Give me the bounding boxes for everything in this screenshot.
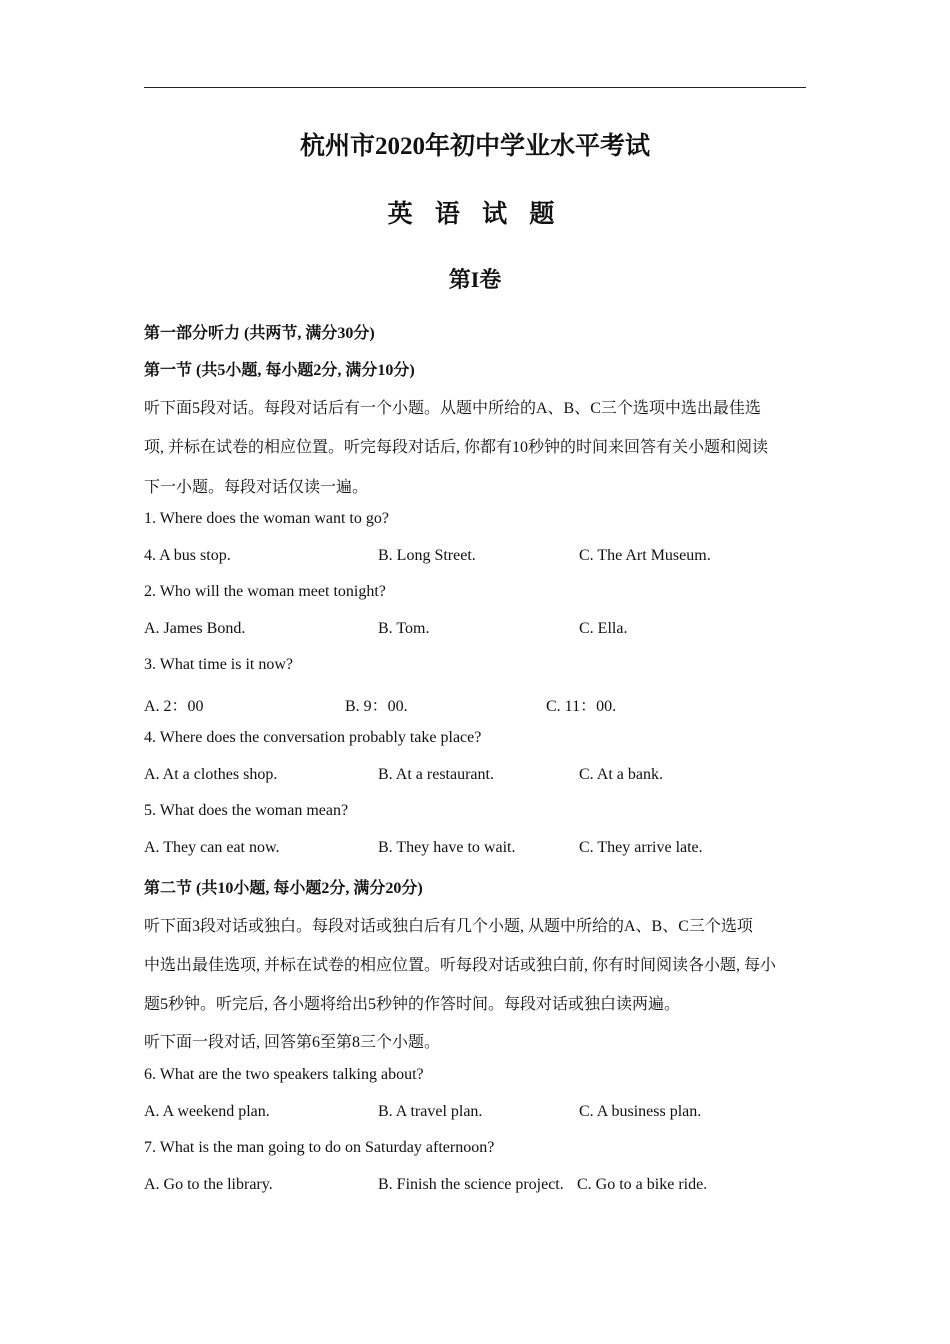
section1-heading: 第一节 (共5小题, 每小题2分, 满分10分) [144, 362, 415, 379]
question-7-option-b: B. Finish the science project. [378, 1176, 564, 1193]
part1-heading: 第一部分听力 (共两节, 满分30分) [144, 325, 375, 342]
question-4-option-c: C. At a bank. [579, 766, 663, 783]
section2-instructions-line: 中选出最佳选项, 并标在试卷的相应位置。听每段对话或独白前, 你有时间阅读各小题, 每小 [144, 957, 777, 974]
section2-instructions-line: 听下面3段对话或独白。每段对话或独白后有几个小题, 从题中所给的A、B、C三个选项 [144, 918, 753, 935]
question-4-option-b: B. At a restaurant. [378, 766, 494, 783]
question-3: 3. What time is it now? [144, 656, 294, 673]
top-rule [144, 87, 806, 88]
question-5: 5. What does the woman mean? [144, 802, 349, 819]
section1-instructions-line: 项, 并标在试卷的相应位置。听完每段对话后, 你都有10秒钟的时间来回答有关小题和阅读 [144, 439, 769, 456]
question-6-option-b: B. A travel plan. [378, 1103, 483, 1120]
question-3-option-c: C. 11：00. [546, 698, 617, 715]
question-2: 2. Who will the woman meet tonight? [144, 583, 386, 600]
question-5-option-c: C. They arrive late. [579, 839, 703, 856]
question-4-option-a: A. At a clothes shop. [144, 766, 278, 783]
question-2-option-b: B. Tom. [378, 620, 430, 637]
question-1-option-c: C. The Art Museum. [579, 547, 711, 564]
question-7: 7. What is the man going to do on Saturday afternoon? [144, 1139, 495, 1156]
question-2-option-a: A. James Bond. [144, 620, 246, 637]
section2-intro: 听下面一段对话, 回答第6至第8三个小题。 [144, 1034, 441, 1051]
question-5-option-b: B. They have to wait. [378, 839, 516, 856]
question-5-option-a: A. They can eat now. [144, 839, 280, 856]
question-7-option-a: A. Go to the library. [144, 1176, 273, 1193]
question-1-option-a: 4. A bus stop. [144, 547, 231, 564]
question-1: 1. Where does the woman want to go? [144, 510, 389, 527]
question-3-option-b: B. 9：00. [345, 698, 408, 715]
question-7-option-c: C. Go to a bike ride. [577, 1176, 708, 1193]
section2-heading: 第二节 (共10小题, 每小题2分, 满分20分) [144, 880, 423, 897]
section1-instructions-line: 下一小题。每段对话仅读一遍。 [144, 479, 369, 496]
section2-instructions-line: 题5秒钟。听完后, 各小题将给出5秒钟的作答时间。每段对话或独白读两遍。 [144, 996, 681, 1013]
question-2-option-c: C. Ella. [579, 620, 628, 637]
question-6-option-a: A. A weekend plan. [144, 1103, 270, 1120]
question-6-option-c: C. A business plan. [579, 1103, 702, 1120]
subject-title: 英 语 试 题 [387, 201, 563, 228]
volume-title: 第I卷 [448, 267, 502, 292]
question-6: 6. What are the two speakers talking about? [144, 1066, 424, 1083]
question-4: 4. Where does the conversation probably take place? [144, 729, 482, 746]
question-1-option-b: B. Long Street. [378, 547, 476, 564]
exam-title: 杭州市2020年初中学业水平考试 [299, 133, 650, 160]
section1-instructions-line: 听下面5段对话。每段对话后有一个小题。从题中所给的A、B、C三个选项中选出最佳选 [144, 400, 761, 417]
question-3-option-a: A. 2：00 [144, 698, 204, 715]
